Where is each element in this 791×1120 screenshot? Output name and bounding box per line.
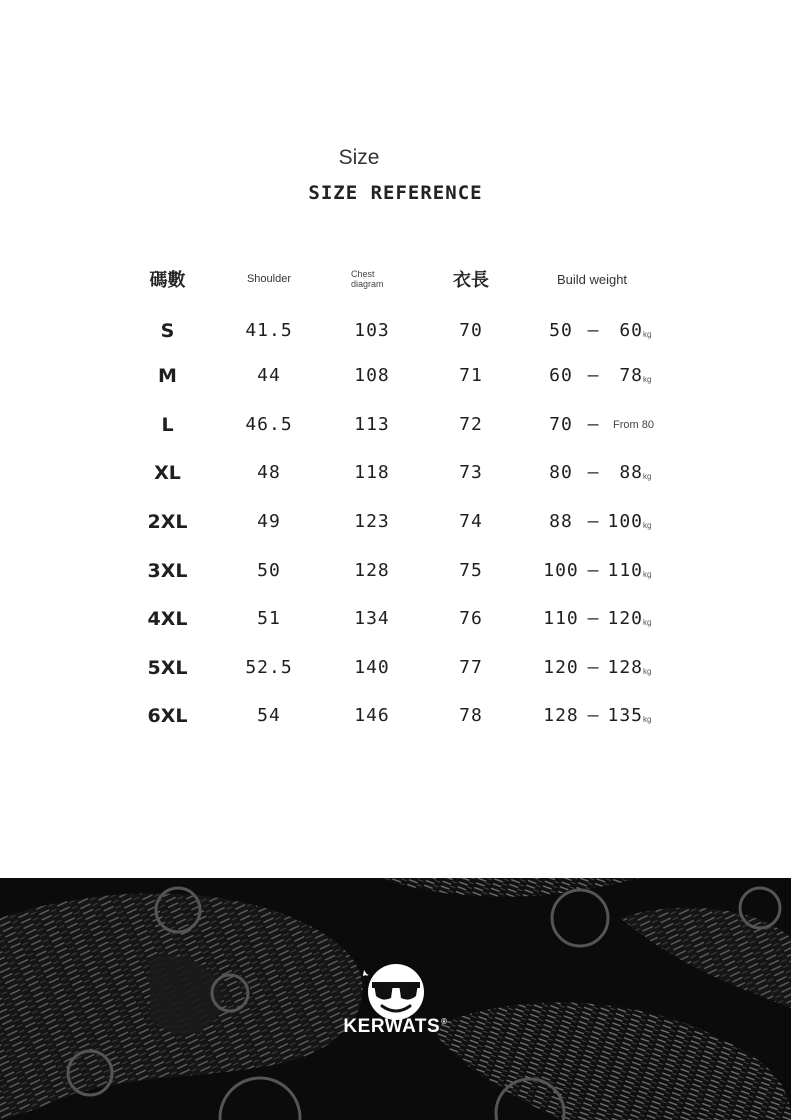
weight-max: 120 <box>607 608 643 629</box>
shoulder-value: 48 <box>257 462 281 483</box>
weight-max: 78 <box>619 365 643 386</box>
table-row <box>0 410 791 440</box>
chest-value: 118 <box>354 462 390 483</box>
weight-max: 110 <box>607 560 643 581</box>
weight-dash: – <box>587 365 599 386</box>
weight-min: 128 <box>543 705 579 726</box>
length-value: 76 <box>459 608 483 629</box>
brand-name: KERWATS® <box>343 1016 448 1037</box>
shoulder-value: 44 <box>257 365 281 386</box>
size-label: 3XL <box>147 560 188 582</box>
table-row <box>0 701 791 731</box>
header-size: 碼數 <box>149 270 186 291</box>
table-row <box>0 507 791 537</box>
weight-min: 60 <box>549 365 573 386</box>
weight-min: 120 <box>543 657 579 678</box>
weight-min: 70 <box>549 414 573 435</box>
weight-dash: – <box>587 608 599 629</box>
weight-unit: kg <box>643 375 652 384</box>
header-chest-line1: Chest <box>351 269 375 279</box>
table-row <box>0 604 791 634</box>
chest-value: 140 <box>354 657 390 678</box>
weight-max: 60 <box>619 320 643 341</box>
table-row <box>0 653 791 683</box>
chest-value: 134 <box>354 608 390 629</box>
header-chest-line2: diagram <box>351 279 384 289</box>
weight-dash: – <box>587 657 599 678</box>
chest-value: 108 <box>354 365 390 386</box>
shoulder-value: 54 <box>257 705 281 726</box>
weight-min: 50 <box>549 320 573 341</box>
header-length: 衣長 <box>453 270 489 291</box>
weight-min: 80 <box>549 462 573 483</box>
chest-value: 113 <box>354 414 390 435</box>
shoulder-value: 49 <box>257 511 281 532</box>
weight-unit: kg <box>643 521 652 530</box>
size-label: XL <box>154 462 181 484</box>
weight-unit: kg <box>643 618 652 627</box>
weight-max: 128 <box>607 657 643 678</box>
weight-dash: – <box>587 414 599 435</box>
page-title: SIZE REFERENCE <box>308 182 483 204</box>
length-value: 75 <box>459 560 483 581</box>
weight-unit: kg <box>643 715 652 724</box>
size-label: 2XL <box>147 511 188 533</box>
table-row <box>0 361 791 391</box>
weight-dash: – <box>587 705 599 726</box>
weight-from: From 80 <box>613 419 654 431</box>
length-value: 77 <box>459 657 483 678</box>
brand-banner <box>0 878 791 1120</box>
weight-dash: – <box>587 462 599 483</box>
size-label: M <box>158 365 177 387</box>
shoulder-value: 46.5 <box>245 414 293 435</box>
weight-min: 88 <box>549 511 573 532</box>
length-value: 70 <box>459 320 483 341</box>
weight-max: 100 <box>607 511 643 532</box>
sunglasses-smiley-icon <box>360 962 430 1022</box>
weight-max: 88 <box>619 462 643 483</box>
chest-value: 128 <box>354 560 390 581</box>
table-row <box>0 556 791 586</box>
table-row <box>0 458 791 488</box>
size-label: 6XL <box>147 705 188 727</box>
weight-unit: kg <box>643 667 652 676</box>
weight-dash: – <box>587 560 599 581</box>
shoulder-value: 51 <box>257 608 281 629</box>
length-value: 78 <box>459 705 483 726</box>
weight-dash: – <box>587 511 599 532</box>
shoulder-value: 41.5 <box>245 320 293 341</box>
size-label: 4XL <box>147 608 188 630</box>
weight-unit: kg <box>643 570 652 579</box>
size-label: 5XL <box>147 657 188 679</box>
size-label: S <box>160 320 175 342</box>
header-weight: Build weight <box>556 271 628 287</box>
length-value: 71 <box>459 365 483 386</box>
weight-dash: – <box>587 320 599 341</box>
weight-max: 135 <box>607 705 643 726</box>
shoulder-value: 52.5 <box>245 657 293 678</box>
header-chest <box>351 262 411 296</box>
chest-value: 103 <box>354 320 390 341</box>
length-value: 72 <box>459 414 483 435</box>
length-value: 74 <box>459 511 483 532</box>
length-value: 73 <box>459 462 483 483</box>
weight-unit: kg <box>643 330 652 339</box>
chest-value: 123 <box>354 511 390 532</box>
table-row <box>0 316 791 346</box>
shoulder-value: 50 <box>257 560 281 581</box>
header-shoulder: Shoulder <box>246 273 292 285</box>
page-title-sub: Size <box>338 146 380 169</box>
weight-min: 100 <box>543 560 579 581</box>
weight-unit: kg <box>643 472 652 481</box>
weight-min: 110 <box>543 608 579 629</box>
chest-value: 146 <box>354 705 390 726</box>
size-label: L <box>161 414 174 436</box>
